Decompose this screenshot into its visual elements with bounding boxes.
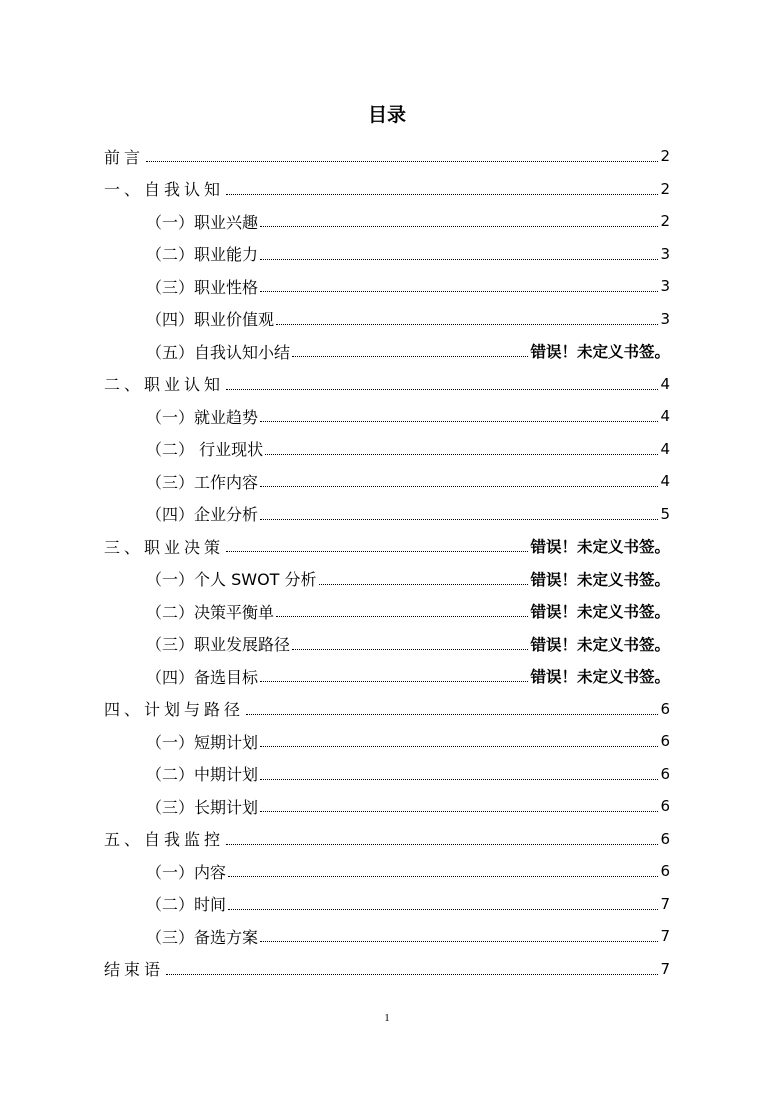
toc-entry-page: 3 <box>660 309 670 328</box>
toc-entry[interactable] <box>104 335 670 368</box>
toc-entry-label: （二）职业能力 <box>146 245 259 265</box>
toc-entry[interactable] <box>104 725 670 758</box>
toc-dot-leader <box>260 258 658 260</box>
toc-entry-error: 错误！未定义书签。 <box>530 570 670 589</box>
toc-dot-leader <box>319 583 529 585</box>
toc-entry-label: 一、自我认知 <box>104 180 225 200</box>
toc-entry[interactable] <box>104 953 670 986</box>
toc-dot-leader <box>226 550 528 552</box>
toc-entry[interactable] <box>104 205 670 238</box>
toc-entry-label: （一）短期计划 <box>146 732 259 752</box>
toc-dot-leader <box>260 290 658 292</box>
toc-dot-leader <box>260 518 658 520</box>
toc-entry-page: 6 <box>660 829 670 848</box>
toc-dot-leader <box>260 420 658 422</box>
toc-entry-page: 7 <box>660 927 670 946</box>
toc-entry[interactable] <box>104 368 670 401</box>
table-of-contents <box>104 140 670 985</box>
toc-dot-leader <box>226 193 658 195</box>
toc-entry[interactable] <box>104 790 670 823</box>
toc-entry[interactable] <box>104 465 670 498</box>
toc-entry[interactable] <box>104 920 670 953</box>
toc-entry[interactable] <box>104 140 670 173</box>
toc-entry-page: 2 <box>660 212 670 231</box>
toc-entry-page: 3 <box>660 277 670 296</box>
toc-entry-page: 5 <box>660 504 670 523</box>
toc-entry-page: 3 <box>660 244 670 263</box>
toc-entry[interactable] <box>104 758 670 791</box>
toc-entry-label: （三）工作内容 <box>146 472 259 492</box>
toc-entry[interactable] <box>104 433 670 466</box>
toc-dot-leader <box>260 680 528 682</box>
toc-entry-label: （二）决策平衡单 <box>146 602 275 622</box>
toc-entry-label: 前言 <box>104 147 145 167</box>
toc-entry[interactable] <box>104 628 670 661</box>
toc-entry[interactable] <box>104 498 670 531</box>
toc-dot-leader <box>276 615 528 617</box>
toc-entry-error: 错误！未定义书签。 <box>530 603 670 622</box>
toc-entry-page: 7 <box>660 959 670 978</box>
toc-dot-leader <box>260 485 658 487</box>
toc-entry-label: （二） 行业现状 <box>146 440 264 460</box>
toc-entry-label: （三）长期计划 <box>146 797 259 817</box>
toc-entry-label: （三）职业性格 <box>146 277 259 297</box>
toc-entry[interactable] <box>104 888 670 921</box>
toc-entry-label: 三、职业决策 <box>104 537 225 557</box>
toc-entry[interactable] <box>104 400 670 433</box>
toc-entry-page: 7 <box>660 894 670 913</box>
toc-dot-leader <box>260 778 658 780</box>
toc-dot-leader <box>246 713 658 715</box>
toc-entry-error: 错误！未定义书签。 <box>530 668 670 687</box>
toc-entry-page: 6 <box>660 699 670 718</box>
toc-entry[interactable] <box>104 238 670 271</box>
toc-entry[interactable] <box>104 303 670 336</box>
toc-entry-page: 4 <box>660 472 670 491</box>
toc-entry-page: 4 <box>660 439 670 458</box>
toc-entry-page: 2 <box>660 179 670 198</box>
toc-entry-page: 6 <box>660 764 670 783</box>
toc-entry-label: （五）自我认知小结 <box>146 342 291 362</box>
toc-dot-leader <box>260 745 658 747</box>
toc-entry-label: （二）中期计划 <box>146 765 259 785</box>
toc-dot-leader <box>146 160 658 162</box>
toc-entry-label: 四、计划与路径 <box>104 700 245 720</box>
toc-entry-label: （四）企业分析 <box>146 505 259 525</box>
toc-entry-label: （四）备选目标 <box>146 667 259 687</box>
toc-entry-page: 4 <box>660 407 670 426</box>
toc-entry-page: 6 <box>660 797 670 816</box>
toc-entry-label: （一）内容 <box>146 862 227 882</box>
toc-entry-label: 二、职业认知 <box>104 375 225 395</box>
toc-entry-label: （一）职业兴趣 <box>146 212 259 232</box>
toc-entry-label: （三）职业发展路径 <box>146 635 291 655</box>
toc-dot-leader <box>276 323 658 325</box>
toc-entry-label: （二）时间 <box>146 895 227 915</box>
toc-entry[interactable] <box>104 693 670 726</box>
toc-entry[interactable] <box>104 563 670 596</box>
toc-entry[interactable] <box>104 173 670 206</box>
toc-title: 目录 <box>367 104 406 126</box>
toc-dot-leader <box>260 940 658 942</box>
toc-entry-label: （一）个人 SWOT 分析 <box>146 570 317 590</box>
toc-entry[interactable] <box>104 660 670 693</box>
toc-dot-leader <box>265 453 658 455</box>
toc-entry-error: 错误！未定义书签。 <box>530 635 670 654</box>
toc-entry-page: 4 <box>660 374 670 393</box>
toc-dot-leader <box>226 388 658 390</box>
toc-dot-leader <box>260 225 658 227</box>
toc-entry-error: 错误！未定义书签。 <box>530 343 670 362</box>
toc-entry-label: （一）就业趋势 <box>146 407 259 427</box>
toc-entry[interactable] <box>104 823 670 856</box>
toc-dot-leader <box>228 875 658 877</box>
toc-dot-leader <box>292 355 528 357</box>
toc-entry[interactable] <box>104 595 670 628</box>
toc-entry[interactable] <box>104 270 670 303</box>
toc-entry-label: 五、自我监控 <box>104 830 225 850</box>
toc-entry-error: 错误！未定义书签。 <box>530 538 670 557</box>
toc-entry-label: （四）职业价值观 <box>146 310 275 330</box>
toc-dot-leader <box>260 810 658 812</box>
toc-entry-label: 结束语 <box>104 960 165 980</box>
toc-entry-page: 6 <box>660 862 670 881</box>
toc-entry-label: （三）备选方案 <box>146 927 259 947</box>
page-number: 1 <box>384 1012 390 1024</box>
toc-entry-page: 6 <box>660 732 670 751</box>
toc-entry-page: 2 <box>660 147 670 166</box>
toc-dot-leader <box>228 908 658 910</box>
toc-dot-leader <box>226 843 658 845</box>
toc-entry[interactable] <box>104 855 670 888</box>
toc-dot-leader <box>292 648 528 650</box>
toc-dot-leader <box>166 973 658 975</box>
toc-entry[interactable] <box>104 530 670 563</box>
